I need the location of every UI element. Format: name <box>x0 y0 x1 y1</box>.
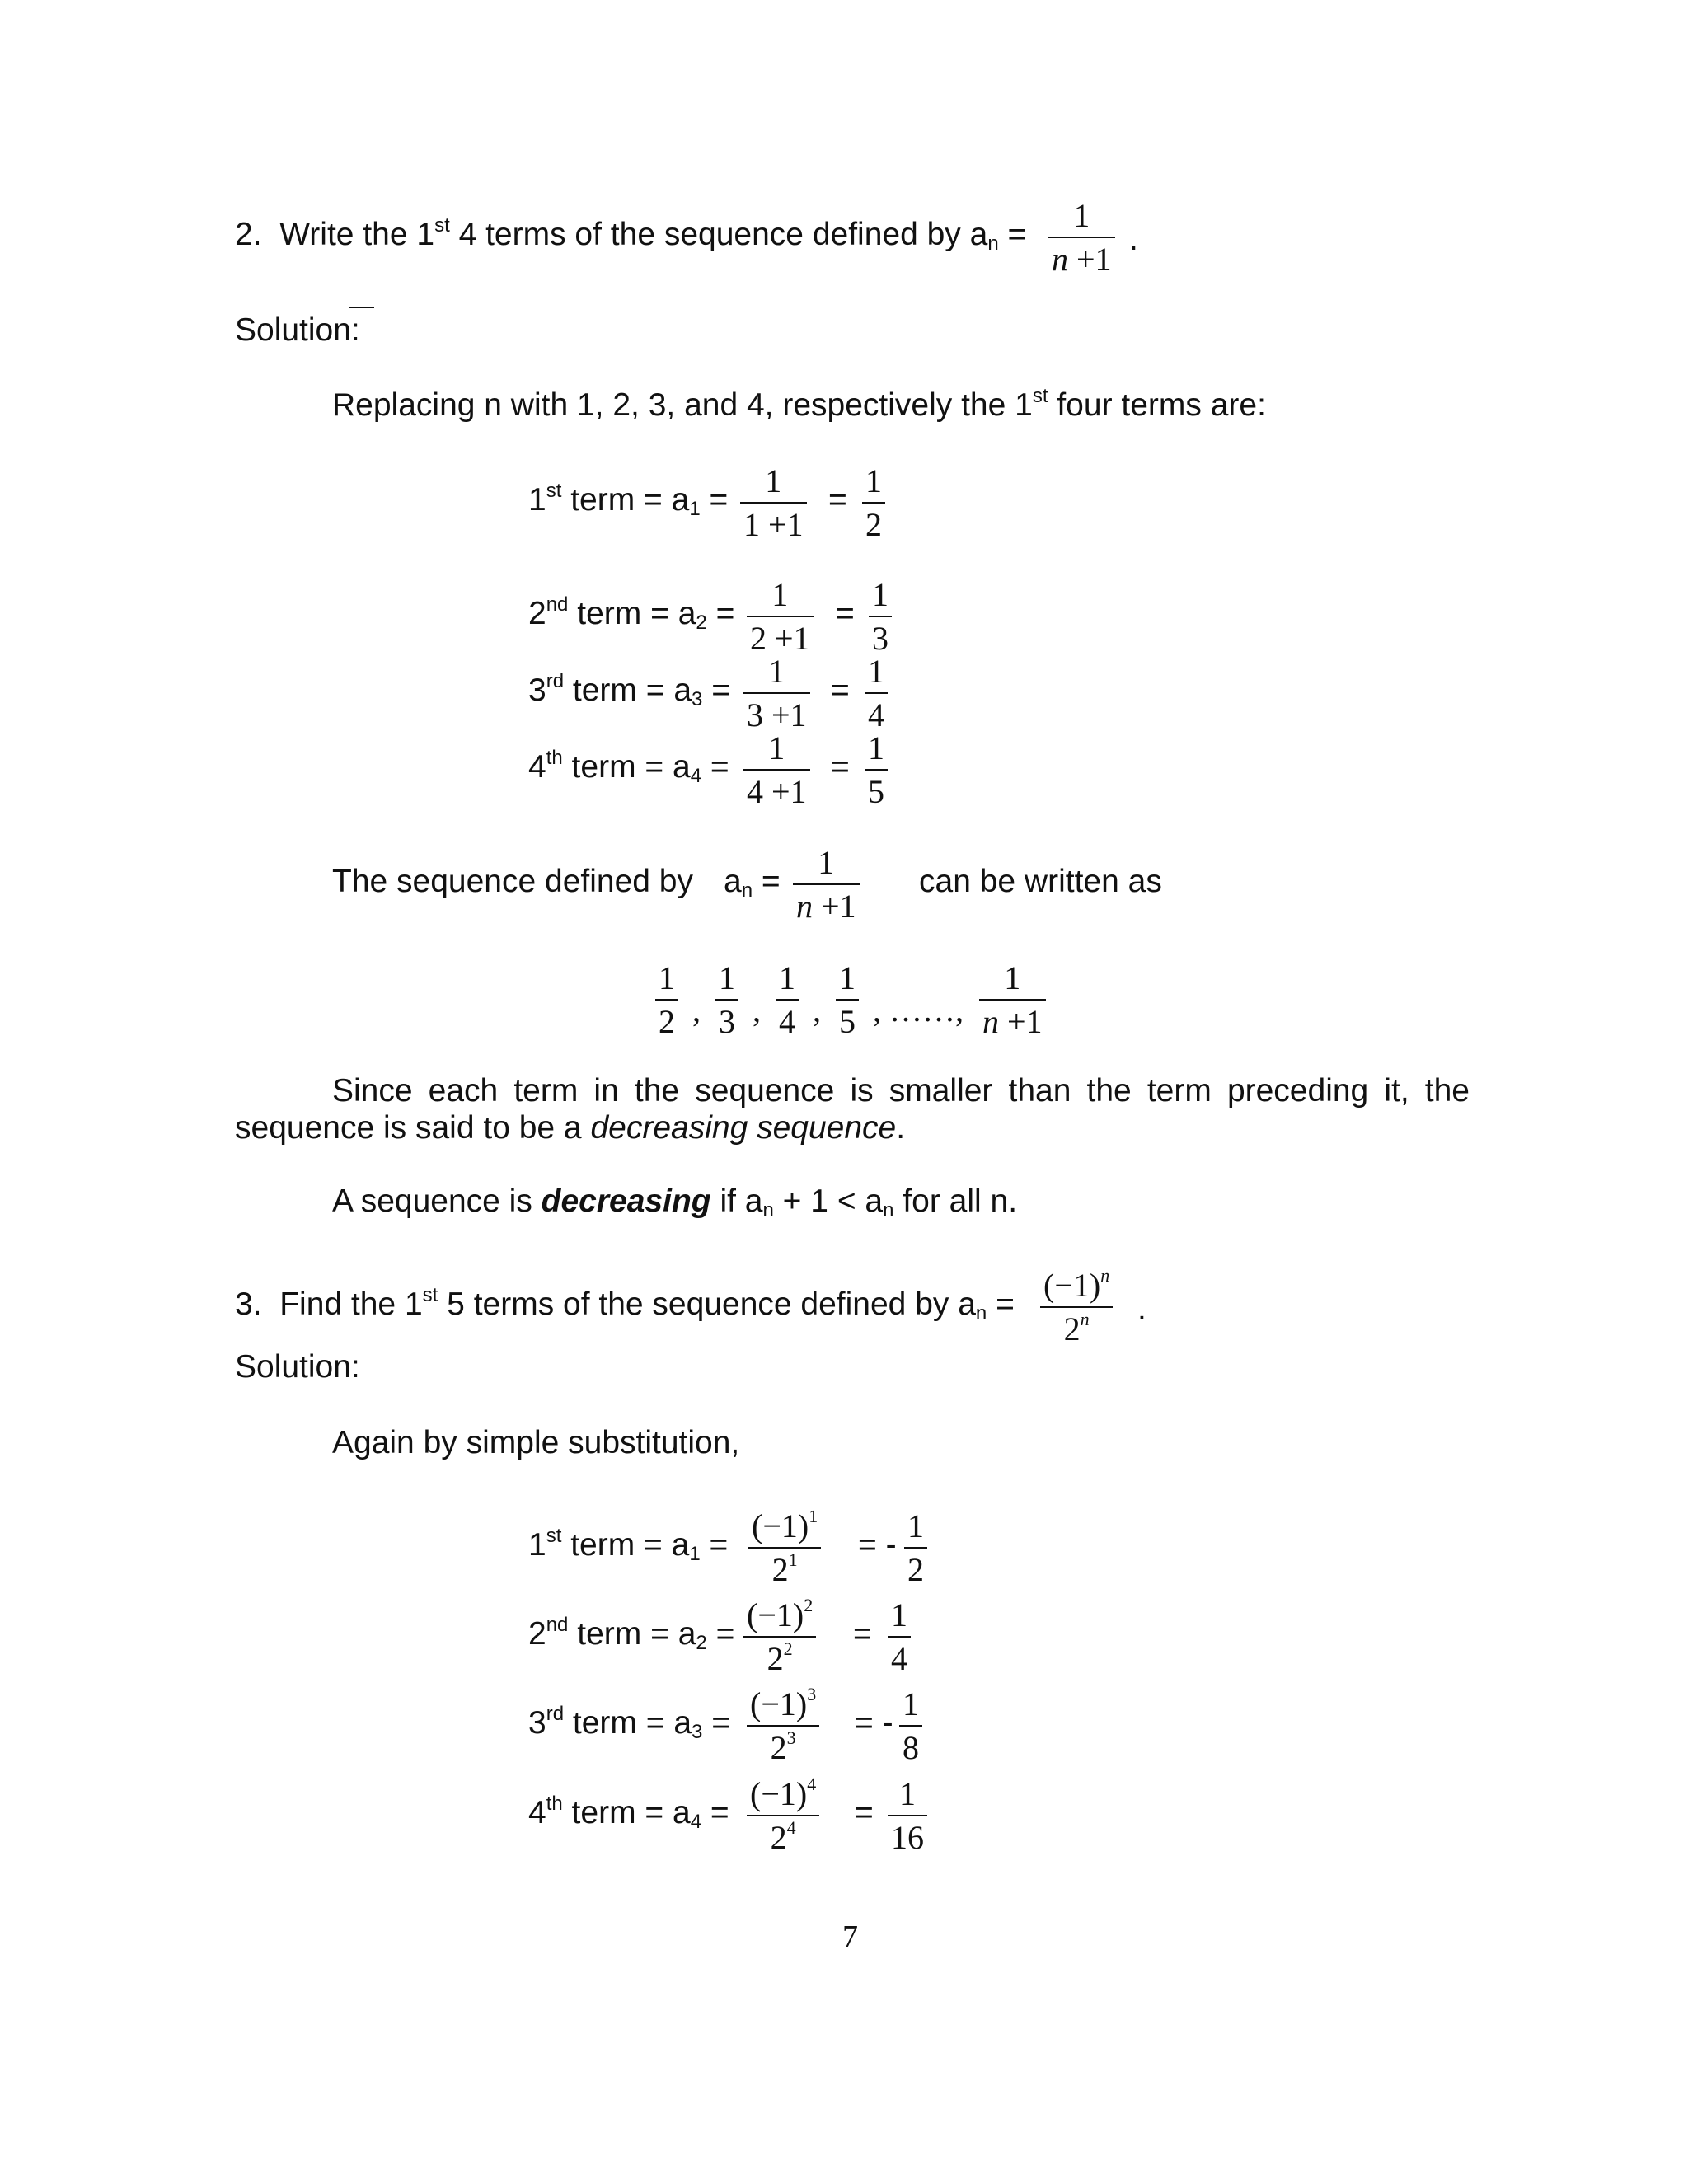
equals-sign: = <box>853 1616 872 1652</box>
period: . <box>1129 222 1138 257</box>
term-fraction: 1 4 +1 <box>743 730 810 810</box>
comma: , <box>692 991 701 1029</box>
term-label: 1st term = $a_1$ = <box>528 480 729 520</box>
page-number: 7 <box>842 1919 858 1954</box>
term-fraction: 1 3 +1 <box>743 654 810 733</box>
denominator-variable: n <box>1052 241 1068 278</box>
term-fraction: 1 1 +1 <box>740 463 807 543</box>
equals-sign: = <box>831 749 850 785</box>
fraction-1-over-n-plus-1 <box>1048 198 1115 278</box>
since-paragraph-line-1: Since each term in the sequence is smaller than the term preceding it, the <box>332 1073 1470 1108</box>
sentence-text: Replacing n with 1, 2, 3, and 4, respectively the 1 <box>332 387 1033 423</box>
comma: , <box>813 991 821 1029</box>
can-be-written-as: can be written as <box>919 864 1162 899</box>
bold-decreasing: decreasing <box>541 1183 711 1219</box>
problem-text: Write the 1 <box>279 217 435 252</box>
series-term: 1 2 <box>655 960 678 1040</box>
fraction-neg1-pow-n-over-2-pow-n: $(-1)^n$ 2$^n$ <box>1040 1268 1113 1347</box>
series-term: 1 5 <box>836 960 859 1040</box>
problem-text: 4 terms of the sequence defined by a <box>449 217 988 252</box>
result-fraction: 1 4 <box>865 654 888 733</box>
equals-sign: = - <box>855 1705 893 1741</box>
result-fraction: 1 2 <box>904 1508 927 1588</box>
equals-sign: = <box>828 482 847 518</box>
replacing-sentence <box>332 387 1266 424</box>
term-label: 2nd term = $a_2$ = <box>528 593 735 634</box>
again-substitution: Again by simple substitution, <box>332 1425 740 1460</box>
fraction-bar <box>1048 237 1115 238</box>
period: . <box>1137 1291 1146 1327</box>
problem-3-statement: 3. Find the 1st 5 terms of the sequence defined by $a_n$ = <box>235 1284 1015 1324</box>
result-fraction: 1 5 <box>865 730 888 810</box>
term-fraction: $(-1)^2$ $2^2$ <box>743 1597 816 1677</box>
solution-label: Solution: <box>235 1349 360 1385</box>
problem-number: 2. <box>235 217 262 252</box>
series-last-term: 1 n +1 <box>979 960 1046 1040</box>
series-term: 1 3 <box>715 960 738 1040</box>
equals-sign: = <box>836 596 855 631</box>
emphasis-decreasing-sequence: decreasing sequence <box>590 1110 897 1146</box>
series-term: 1 4 <box>776 960 799 1040</box>
since-paragraph-line-2: sequence is said to be a decreasing sequence. <box>235 1110 906 1146</box>
result-fraction: 1 3 <box>869 577 892 657</box>
term-fraction: $(-1)^4$ $2^4$ <box>747 1776 819 1856</box>
term-fraction: $(-1)^1$ $2^1$ <box>748 1508 821 1588</box>
term-fraction: 1 2 +1 <box>747 577 814 657</box>
term-label: 3rd term = $a_3$ = <box>528 670 731 710</box>
numerator: 1 <box>1073 197 1090 234</box>
ordinal-suffix: st <box>1032 385 1048 407</box>
ordinal-suffix: st <box>434 214 450 237</box>
ellipsis: , ……, <box>873 991 964 1029</box>
result-fraction: 1 16 <box>888 1776 927 1856</box>
term-label: 4th term = $a_4$ = <box>528 747 729 787</box>
term-label: 4th term = $a_4$ = <box>528 1793 729 1833</box>
term-label: 2nd term = $a_2$ = <box>528 1614 735 1654</box>
equals-sign: = <box>831 673 850 708</box>
decreasing-definition: A sequence is decreasing if $a_n + 1 < a_n$ for all n. <box>332 1183 1018 1221</box>
sequence-definition-text: The sequence defined by <box>332 864 693 899</box>
fraction-1-over-n-plus-1: 1 n +1 <box>793 845 860 925</box>
equals-sign: = <box>998 217 1027 252</box>
result-fraction: 1 8 <box>899 1686 922 1766</box>
denominator-rest: +1 <box>1068 241 1112 278</box>
subscript: n <box>987 232 999 255</box>
solution-label: Solution: <box>235 312 360 348</box>
term-label: 3rd term = $a_3$ = <box>528 1703 731 1743</box>
result-fraction: 1 4 <box>888 1597 911 1677</box>
sentence-text: four terms are: <box>1048 387 1266 423</box>
term-label: 1st term = $a_1$ = <box>528 1525 729 1565</box>
problem-2-statement <box>235 216 1026 254</box>
term-fraction: $(-1)^3$ $2^3$ <box>747 1686 819 1766</box>
an-equals: $a_n$ = <box>724 864 781 902</box>
equals-sign: = <box>855 1795 874 1830</box>
result-fraction: 1 2 <box>862 463 885 543</box>
equals-sign: = - <box>858 1527 897 1563</box>
stray-dash <box>349 307 374 308</box>
comma: , <box>753 991 761 1029</box>
